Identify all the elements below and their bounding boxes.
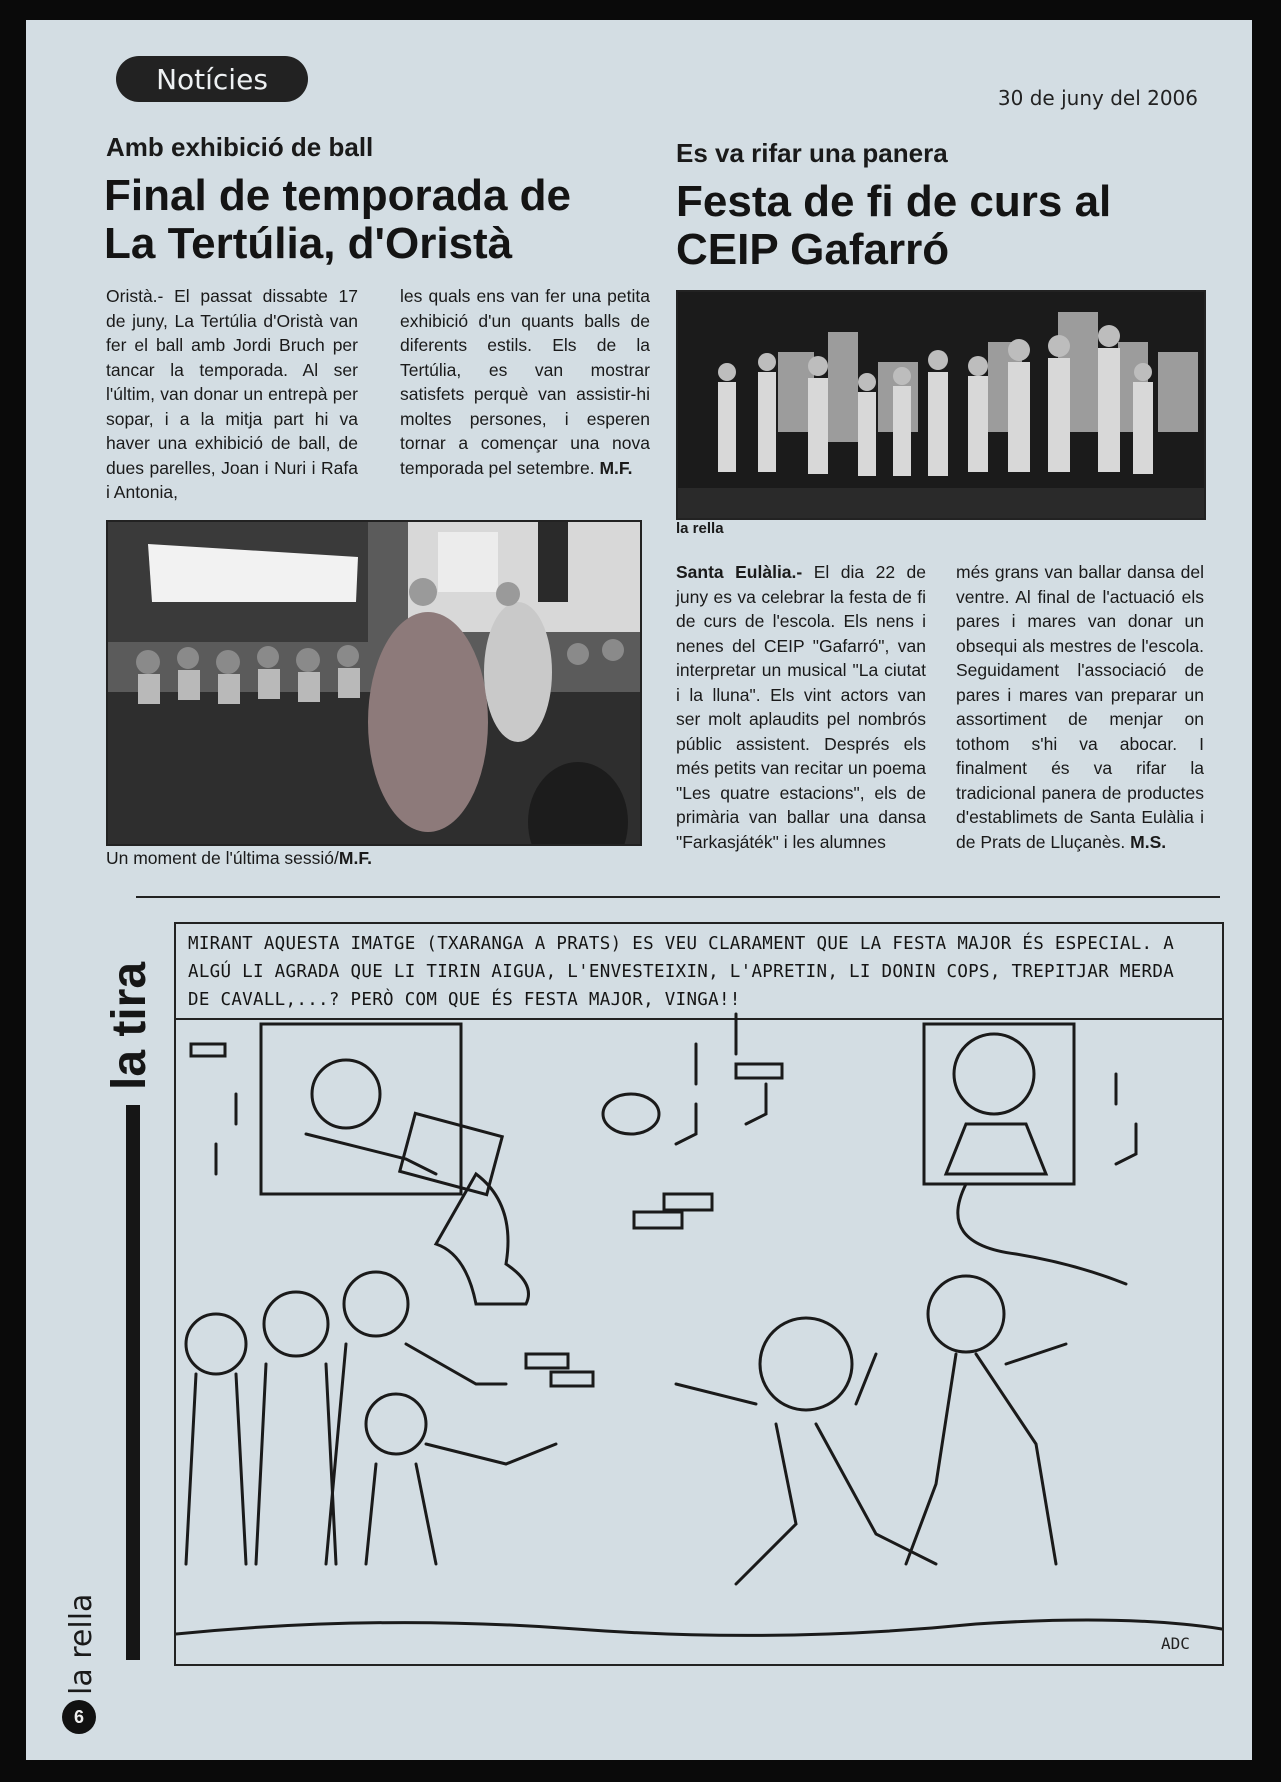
dance-photo-caption [106,848,372,869]
tira-side-bar [126,1105,140,1660]
article1-column2 [400,284,650,480]
section-divider [136,896,1220,898]
section-badge: Notícies [116,56,308,102]
comic-author-signature: ADC [1161,1634,1190,1653]
caption-text: Un moment de l'última sessió/ [106,848,339,868]
page-number: 6 [62,1700,96,1734]
comic-strip-text: MIRANT AQUESTA IMATGE (TXARANGA A PRATS) ES VEU CLARAMENT QUE LA FESTA MAJOR ÉS ESPECIAL. A ALGÚ LI AGRADA QUE LI TIRIN AIGUA, L'ENVESTEIXIN, L'APRETIN, LI DONIN COPS, TREPITJAR MERDA DE CAVALL,...? PERÒ COM QUE ÉS FESTA MAJOR, VINGA!! [188,934,1175,1010]
article2-headline-line1: Festa de fi de curs al [676,177,1112,226]
caption-signature: M.F. [338,848,372,868]
article1-headline-line2: La Tertúlia, d'Oristà [104,219,513,268]
article2-column2 [956,560,1204,854]
article1-kicker: Amb exhibició de ball [106,132,374,162]
comic-strip [174,922,1224,1666]
school-play-image [678,292,1204,518]
newspaper-page [26,20,1252,1760]
article2-column1 [676,560,926,854]
article1-headline [104,172,571,268]
article1-text2: les quals ens van fer una petita exhibició d'un quants balls de diferents estils. Els de la Tertúlia, es van mostrar satisfets perquè van assistir-hi moltes persones, i esperen tornar a començar una nova temporada pel setembre. [400,286,650,478]
article2-headline [676,178,1111,274]
article2-kicker: Es va rifar una panera [676,138,948,168]
school-photo-credit: la rella [676,520,724,537]
article2-lead: Santa Eulàlia.- [676,562,803,582]
dance-photo-image [108,522,640,844]
school-play-photo [676,290,1206,520]
publication-side-text: la rella [64,1593,99,1695]
article2-text2: més grans van ballar dansa del ventre. Al final de l'actuació els pares i mares van donar un obsequi als mestres de l'escola. Seguidament l'associació de pares i mares van preparar un assortiment de menjar on tothom s'hi va abocar. I finalment és va rifar la tradicional panera de productes d'establimets de Santa Eulàlia i de Prats de Lluçanès. [956,562,1204,852]
article2-text1: El dia 22 de juny es va celebrar la festa de fi de curs de l'escola. Els nens i nenes del CEIP "Gafarró", van interpretar un musical "La ciutat i la lluna". Els vint actors van ser molt aplaudits pel nombrós públic assistent. Després els més petits van recitar un poema "Les quatre estacions", els de primària van ballar una dansa "Farkasjáték" i les alumnes [676,562,926,852]
article2-headline-line2: CEIP Gafarró [676,225,950,274]
tira-label-text: la tira [103,961,156,1090]
article1-headline-line1: Final de temporada de [104,171,571,220]
article1-text1: Oristà.- El passat dissabte 17 de juny, La Tertúlia d'Oristà van fer el ball amb Jordi Bruch per tancar la temporada. Al ser l'últim, van donar un entrepà per sopar, i a la mitja part hi va haver una exhibició de ball, de dues parelles, Joan i Nuri i Rafa i Antonia, [106,286,358,502]
publication-side-label [60,1575,104,1695]
article1-signature: M.F. [599,457,633,478]
comic-drawing [176,924,1222,1664]
issue-date: 30 de juny del 2006 [997,86,1198,110]
article2-signature: M.S. [1130,831,1167,852]
article1-column1 [106,284,358,505]
dance-photo [106,520,642,846]
tira-section-label [96,920,156,1090]
